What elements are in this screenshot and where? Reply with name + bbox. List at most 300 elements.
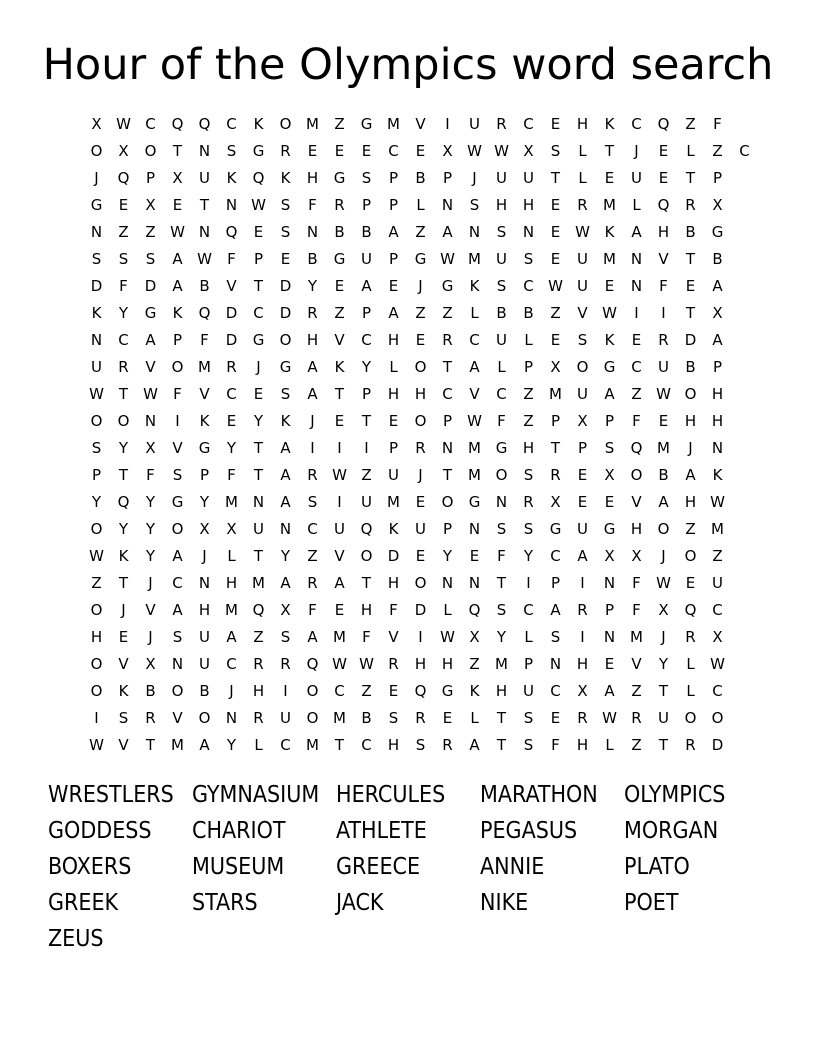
grid-letter: D xyxy=(279,277,292,295)
grid-letter: O xyxy=(414,574,427,592)
grid-letter: N xyxy=(198,574,211,592)
grid-letter: X xyxy=(145,196,156,214)
grid-letter: C xyxy=(631,115,642,133)
grid-letter: L xyxy=(578,169,587,187)
grid-letter: G xyxy=(279,358,292,376)
grid-letter: R xyxy=(496,115,507,133)
grid-letter: F xyxy=(362,628,371,646)
grid-letter: E xyxy=(388,277,399,295)
grid-letter: C xyxy=(550,682,561,700)
grid-letter: W xyxy=(710,493,725,511)
grid-letter: W xyxy=(575,223,590,241)
grid-letter: Z xyxy=(118,223,129,241)
grid-letter: T xyxy=(334,736,345,754)
grid-letter: Y xyxy=(226,439,237,457)
grid-letter xyxy=(731,462,758,489)
grid-letter: I xyxy=(337,493,342,511)
grid-letter: W xyxy=(602,709,617,727)
grid-letter: M xyxy=(225,601,238,619)
grid-letter: P xyxy=(550,574,561,592)
grid-letter: C xyxy=(226,655,237,673)
grid-letter: R xyxy=(118,358,129,376)
grid-letter: B xyxy=(334,223,345,241)
grid-letter: C xyxy=(145,115,156,133)
grid-letter: K xyxy=(199,412,210,430)
grid-letter: W xyxy=(494,142,509,160)
grid-letter: E xyxy=(604,169,615,187)
grid-letter: T xyxy=(199,196,210,214)
grid-letter: K xyxy=(280,412,291,430)
grid-letter: Z xyxy=(523,412,534,430)
grid-letter: P xyxy=(442,412,453,430)
grid-letter: T xyxy=(253,277,264,295)
grid-letter: Z xyxy=(253,628,264,646)
grid-letter xyxy=(731,408,758,435)
grid-letter: N xyxy=(522,223,535,241)
grid-letter: A xyxy=(388,223,399,241)
grid-letter xyxy=(731,165,758,192)
grid-letter: E xyxy=(307,142,318,160)
letter-grid xyxy=(83,111,758,759)
word-list-item: POET xyxy=(624,890,679,916)
grid-letter: J xyxy=(202,547,207,565)
grid-letter: Z xyxy=(334,304,345,322)
grid-letter: O xyxy=(684,709,697,727)
grid-letter: O xyxy=(495,466,508,484)
grid-letter: M xyxy=(225,493,238,511)
grid-letter: B xyxy=(523,304,534,322)
grid-letter: P xyxy=(145,169,156,187)
grid-letter: E xyxy=(685,277,696,295)
word-list-item: HERCULES xyxy=(336,782,446,808)
grid-letter: L xyxy=(632,196,641,214)
grid-letter: S xyxy=(118,250,129,268)
grid-letter: E xyxy=(658,142,669,160)
grid-letter: X xyxy=(199,520,210,538)
word-list-item: JACK xyxy=(336,890,384,916)
grid-letter: W xyxy=(170,223,185,241)
grid-letter: Y xyxy=(361,358,372,376)
grid-letter: S xyxy=(496,223,507,241)
grid-letter: Z xyxy=(145,223,156,241)
grid-letter: L xyxy=(524,331,533,349)
grid-letter: C xyxy=(631,358,642,376)
grid-letter: U xyxy=(199,655,210,673)
grid-letter: G xyxy=(441,682,454,700)
grid-letter: M xyxy=(468,250,481,268)
word-list-item: ZEUS xyxy=(48,926,104,952)
grid-letter: R xyxy=(280,655,291,673)
grid-letter: A xyxy=(469,358,480,376)
grid-letter: Y xyxy=(91,493,102,511)
grid-letter: X xyxy=(145,655,156,673)
grid-letter: V xyxy=(631,493,642,511)
grid-letter: T xyxy=(253,547,264,565)
grid-letter: L xyxy=(497,358,506,376)
grid-letter: M xyxy=(252,574,265,592)
grid-letter: R xyxy=(658,331,669,349)
grid-letter xyxy=(731,327,758,354)
grid-letter: P xyxy=(199,466,210,484)
grid-letter: U xyxy=(577,277,588,295)
grid-letter: Y xyxy=(442,547,453,565)
grid-letter: R xyxy=(685,628,696,646)
grid-letter: S xyxy=(550,628,561,646)
grid-letter: X xyxy=(469,628,480,646)
grid-letter: F xyxy=(632,574,641,592)
grid-letter: C xyxy=(496,385,507,403)
grid-letter: D xyxy=(90,277,103,295)
grid-letter: C xyxy=(334,682,345,700)
grid-letter: H xyxy=(576,655,589,673)
grid-letter: K xyxy=(253,115,264,133)
grid-letter: N xyxy=(630,277,643,295)
grid-letter: U xyxy=(253,520,264,538)
grid-letter: U xyxy=(712,574,723,592)
grid-letter: S xyxy=(172,628,183,646)
grid-letter: W xyxy=(89,736,104,754)
grid-letter: H xyxy=(711,385,724,403)
grid-letter: Z xyxy=(415,304,426,322)
grid-letter: U xyxy=(361,250,372,268)
grid-letter: G xyxy=(333,169,346,187)
grid-letter: V xyxy=(118,655,129,673)
grid-letter: X xyxy=(658,601,669,619)
grid-letter: A xyxy=(334,574,345,592)
grid-letter: A xyxy=(199,736,210,754)
grid-letter: C xyxy=(523,115,534,133)
grid-letter: S xyxy=(91,439,102,457)
grid-letter: L xyxy=(389,358,398,376)
grid-letter: O xyxy=(171,358,184,376)
grid-letter: E xyxy=(631,331,642,349)
grid-letter: R xyxy=(253,655,264,673)
grid-letter: P xyxy=(442,520,453,538)
grid-letter: M xyxy=(549,385,562,403)
grid-letter: P xyxy=(442,169,453,187)
grid-letter: O xyxy=(414,358,427,376)
grid-letter: E xyxy=(577,466,588,484)
grid-letter: L xyxy=(227,547,236,565)
grid-letter: X xyxy=(712,304,723,322)
grid-letter: Z xyxy=(712,547,723,565)
grid-letter: J xyxy=(688,439,693,457)
grid-letter: M xyxy=(306,115,319,133)
grid-letter: S xyxy=(523,736,534,754)
grid-letter: U xyxy=(415,520,426,538)
grid-letter: M xyxy=(171,736,184,754)
grid-letter: N xyxy=(603,628,616,646)
grid-letter: H xyxy=(576,736,589,754)
grid-letter: P xyxy=(604,412,615,430)
grid-letter: E xyxy=(334,277,345,295)
grid-letter xyxy=(731,300,758,327)
grid-letter: Q xyxy=(414,682,427,700)
grid-letter: J xyxy=(418,466,423,484)
grid-letter: E xyxy=(388,412,399,430)
grid-letter: F xyxy=(200,331,209,349)
grid-letter: O xyxy=(684,547,697,565)
grid-letter: W xyxy=(332,655,347,673)
grid-letter: R xyxy=(577,601,588,619)
grid-letter: G xyxy=(711,223,724,241)
grid-letter: W xyxy=(197,250,212,268)
grid-letter: E xyxy=(388,682,399,700)
word-list-item: MARATHON xyxy=(480,782,598,808)
grid-letter: F xyxy=(632,601,641,619)
grid-letter: T xyxy=(604,142,615,160)
word-list-item: WRESTLERS xyxy=(48,782,174,808)
grid-letter: Z xyxy=(631,385,642,403)
grid-letter: F xyxy=(308,196,317,214)
grid-letter: B xyxy=(199,682,210,700)
grid-letter: N xyxy=(630,250,643,268)
grid-letter: O xyxy=(414,412,427,430)
grid-letter: U xyxy=(523,169,534,187)
grid-letter: O xyxy=(117,412,130,430)
grid-letter: K xyxy=(118,682,129,700)
grid-letter: P xyxy=(577,439,588,457)
grid-letter: D xyxy=(711,736,724,754)
word-list-item: GODDESS xyxy=(48,818,152,844)
grid-letter: H xyxy=(198,601,211,619)
grid-letter: I xyxy=(94,709,99,727)
grid-letter: P xyxy=(712,169,723,187)
page-title: Hour of the Olympics word search xyxy=(42,40,774,90)
grid-letter: B xyxy=(361,223,372,241)
grid-letter: J xyxy=(148,574,153,592)
grid-letter: H xyxy=(306,169,319,187)
grid-letter: K xyxy=(334,358,345,376)
grid-letter: D xyxy=(684,331,697,349)
grid-letter: Y xyxy=(118,439,129,457)
grid-letter: A xyxy=(604,682,615,700)
grid-letter: M xyxy=(333,709,346,727)
grid-letter: A xyxy=(577,547,588,565)
grid-letter: W xyxy=(116,115,131,133)
grid-letter: Q xyxy=(360,520,373,538)
grid-letter: O xyxy=(360,547,373,565)
grid-letter: A xyxy=(712,277,723,295)
grid-letter: F xyxy=(497,412,506,430)
grid-letter: N xyxy=(549,655,562,673)
grid-letter: U xyxy=(496,250,507,268)
grid-letter: W xyxy=(89,385,104,403)
grid-letter: O xyxy=(90,520,103,538)
grid-letter: X xyxy=(172,169,183,187)
grid-letter: V xyxy=(145,601,156,619)
grid-letter: J xyxy=(229,682,234,700)
grid-letter: I xyxy=(445,115,450,133)
grid-letter: I xyxy=(580,574,585,592)
grid-letter: A xyxy=(172,547,183,565)
grid-letter: C xyxy=(388,142,399,160)
grid-letter: Q xyxy=(117,493,130,511)
grid-letter: G xyxy=(414,250,427,268)
grid-letter: S xyxy=(523,250,534,268)
grid-letter: J xyxy=(661,628,666,646)
grid-letter: L xyxy=(416,196,425,214)
grid-letter: O xyxy=(657,520,670,538)
grid-letter: I xyxy=(283,682,288,700)
grid-letter: P xyxy=(388,196,399,214)
grid-letter: M xyxy=(495,655,508,673)
grid-letter: C xyxy=(253,304,264,322)
grid-letter: G xyxy=(549,520,562,538)
grid-letter: A xyxy=(361,277,372,295)
grid-letter: D xyxy=(414,601,427,619)
word-list-item: PLATO xyxy=(624,854,690,880)
grid-letter: G xyxy=(468,493,481,511)
grid-letter: W xyxy=(548,277,563,295)
grid-letter xyxy=(731,543,758,570)
grid-letter: W xyxy=(440,628,455,646)
grid-letter: E xyxy=(658,412,669,430)
grid-letter: V xyxy=(658,250,669,268)
grid-letter: Q xyxy=(684,601,697,619)
grid-letter: E xyxy=(415,331,426,349)
grid-letter: M xyxy=(333,628,346,646)
grid-letter: Y xyxy=(145,520,156,538)
grid-letter: U xyxy=(496,331,507,349)
grid-letter: V xyxy=(118,736,129,754)
grid-letter: U xyxy=(91,358,102,376)
grid-letter: B xyxy=(658,466,669,484)
grid-letter xyxy=(731,678,758,705)
grid-letter: Y xyxy=(658,655,669,673)
grid-letter: D xyxy=(279,304,292,322)
grid-letter: E xyxy=(658,169,669,187)
grid-letter: F xyxy=(227,250,236,268)
grid-letter: H xyxy=(522,439,535,457)
grid-letter: S xyxy=(523,466,534,484)
grid-letter: C xyxy=(118,331,129,349)
grid-letter: P xyxy=(172,331,183,349)
grid-letter: M xyxy=(198,358,211,376)
grid-letter: O xyxy=(279,115,292,133)
word-list-item: GREECE xyxy=(336,854,421,880)
grid-letter: H xyxy=(225,574,238,592)
grid-letter: X xyxy=(442,142,453,160)
grid-letter: U xyxy=(658,358,669,376)
grid-letter: L xyxy=(686,655,695,673)
grid-letter: U xyxy=(199,169,210,187)
grid-letter: O xyxy=(90,142,103,160)
grid-letter: N xyxy=(711,439,724,457)
grid-letter: E xyxy=(442,709,453,727)
grid-letter: J xyxy=(94,169,99,187)
grid-letter: J xyxy=(256,358,261,376)
word-list-item: MUSEUM xyxy=(192,854,285,880)
grid-letter: L xyxy=(686,142,695,160)
grid-letter: L xyxy=(443,601,452,619)
grid-letter: F xyxy=(308,601,317,619)
grid-letter: N xyxy=(171,655,184,673)
grid-letter: K xyxy=(604,331,615,349)
grid-letter xyxy=(731,597,758,624)
grid-letter: E xyxy=(226,412,237,430)
grid-letter: S xyxy=(496,277,507,295)
grid-letter: O xyxy=(90,682,103,700)
grid-letter: C xyxy=(361,331,372,349)
grid-letter: Y xyxy=(226,736,237,754)
grid-letter: N xyxy=(144,412,157,430)
grid-letter: A xyxy=(685,466,696,484)
grid-letter: O xyxy=(171,520,184,538)
grid-letter: C xyxy=(172,574,183,592)
grid-letter: Q xyxy=(630,439,643,457)
grid-letter: R xyxy=(307,574,318,592)
grid-letter: T xyxy=(361,574,372,592)
grid-letter: P xyxy=(388,250,399,268)
word-list-item: ANNIE xyxy=(480,854,545,880)
word-list-item: PEGASUS xyxy=(480,818,578,844)
grid-letter: S xyxy=(307,493,318,511)
grid-letter: G xyxy=(441,277,454,295)
grid-letter: Z xyxy=(361,466,372,484)
grid-letter: T xyxy=(496,736,507,754)
grid-letter: C xyxy=(226,115,237,133)
grid-letter: A xyxy=(631,223,642,241)
grid-letter: Q xyxy=(657,196,670,214)
grid-letter: Z xyxy=(550,304,561,322)
grid-letter: M xyxy=(711,520,724,538)
grid-letter: H xyxy=(495,682,508,700)
grid-letter: C xyxy=(712,682,723,700)
grid-letter: G xyxy=(171,493,184,511)
grid-letter: T xyxy=(685,250,696,268)
grid-letter: C xyxy=(226,385,237,403)
grid-letter: F xyxy=(146,466,155,484)
grid-letter: R xyxy=(415,709,426,727)
grid-letter: H xyxy=(90,628,103,646)
grid-letter: P xyxy=(604,601,615,619)
grid-letter: L xyxy=(605,736,614,754)
grid-letter: N xyxy=(198,142,211,160)
grid-letter: G xyxy=(333,250,346,268)
grid-letter: H xyxy=(387,331,400,349)
grid-letter: E xyxy=(604,655,615,673)
grid-letter: O xyxy=(90,412,103,430)
grid-letter: U xyxy=(658,709,669,727)
grid-letter: U xyxy=(631,169,642,187)
grid-letter: O xyxy=(441,493,454,511)
grid-letter: V xyxy=(469,385,480,403)
grid-letter: M xyxy=(468,439,481,457)
grid-letter: E xyxy=(415,493,426,511)
grid-letter: R xyxy=(442,331,453,349)
grid-letter: F xyxy=(227,466,236,484)
grid-letter: Y xyxy=(145,547,156,565)
grid-letter: N xyxy=(90,223,103,241)
grid-letter: T xyxy=(172,142,183,160)
grid-letter: N xyxy=(468,520,481,538)
grid-letter: Z xyxy=(631,682,642,700)
grid-letter: Q xyxy=(252,601,265,619)
grid-letter: L xyxy=(578,142,587,160)
grid-letter: P xyxy=(253,250,264,268)
grid-letter: R xyxy=(550,466,561,484)
grid-letter: A xyxy=(307,385,318,403)
grid-letter: N xyxy=(441,574,454,592)
grid-letter: A xyxy=(280,439,291,457)
grid-letter: A xyxy=(550,601,561,619)
grid-letter: H xyxy=(387,385,400,403)
grid-letter: W xyxy=(143,385,158,403)
grid-letter: V xyxy=(388,628,399,646)
grid-letter xyxy=(731,570,758,597)
grid-letter: O xyxy=(90,655,103,673)
